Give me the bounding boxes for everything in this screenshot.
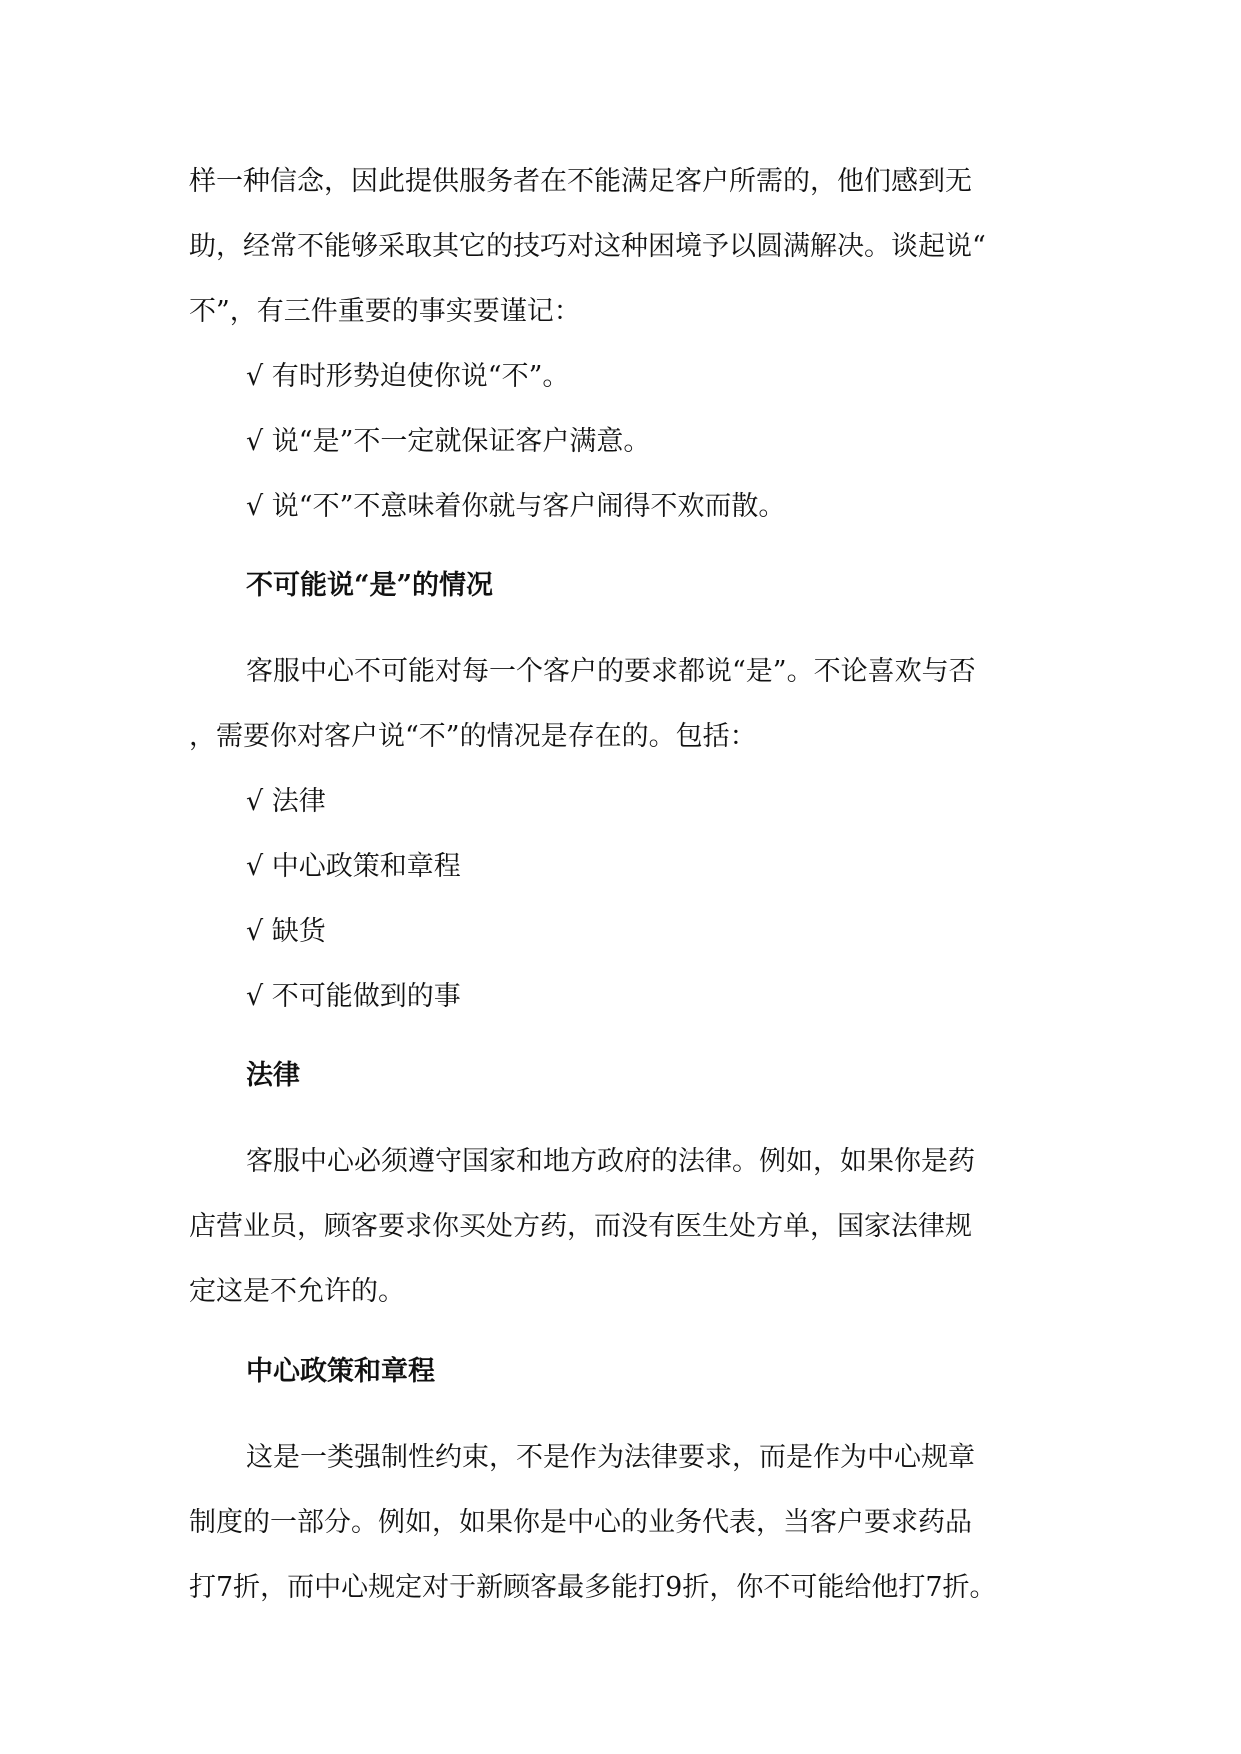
fact-item-3: √ 说“不”不意味着你就与客户闹得不欢而散。 xyxy=(246,491,786,522)
section1-para-line-2: ，需要你对客户说“不”的情况是存在的。包括： xyxy=(189,721,757,752)
intro-para-line-2: 助，经常不能够采取其它的技巧对这种困境予以圆满解决。谈起说“ xyxy=(189,231,986,262)
section3-para-line-2: 制度的一部分。例如，如果你是中心的业务代表，当客户要求药品 xyxy=(189,1507,972,1538)
section2-para-line-1: 客服中心必须遵守国家和地方政府的法律。例如，如果你是药 xyxy=(246,1146,975,1177)
situation-item-2: √ 中心政策和章程 xyxy=(246,851,461,882)
situation-item-3: √ 缺货 xyxy=(246,916,326,947)
section2-para-line-2: 店营业员，顾客要求你买处方药，而没有医生处方单，国家法律规 xyxy=(189,1211,972,1242)
section3-para-line-3: 打7折，而中心规定对于新顾客最多能打9折，你不可能给他打7折。 xyxy=(189,1572,997,1603)
situation-item-4: √ 不可能做到的事 xyxy=(246,981,461,1012)
fact-item-1: √ 有时形势迫使你说“不”。 xyxy=(246,361,570,392)
section2-para-line-3: 定这是不允许的。 xyxy=(189,1276,405,1307)
section-heading-policy: 中心政策和章程 xyxy=(246,1356,435,1387)
section-heading-impossible-yes: 不可能说“是”的情况 xyxy=(246,570,494,601)
situation-item-1: √ 法律 xyxy=(246,786,326,817)
intro-para-line-3: 不”，有三件重要的事实要谨记： xyxy=(189,296,581,327)
section3-para-line-1: 这是一类强制性约束，不是作为法律要求，而是作为中心规章 xyxy=(246,1442,975,1473)
fact-item-2: √ 说“是”不一定就保证客户满意。 xyxy=(246,426,651,457)
intro-para-line-1: 样一种信念，因此提供服务者在不能满足客户所需的，他们感到无 xyxy=(189,166,972,197)
section1-para-line-1: 客服中心不可能对每一个客户的要求都说“是”。不论喜欢与否 xyxy=(246,656,976,687)
section-heading-law: 法律 xyxy=(246,1060,300,1091)
